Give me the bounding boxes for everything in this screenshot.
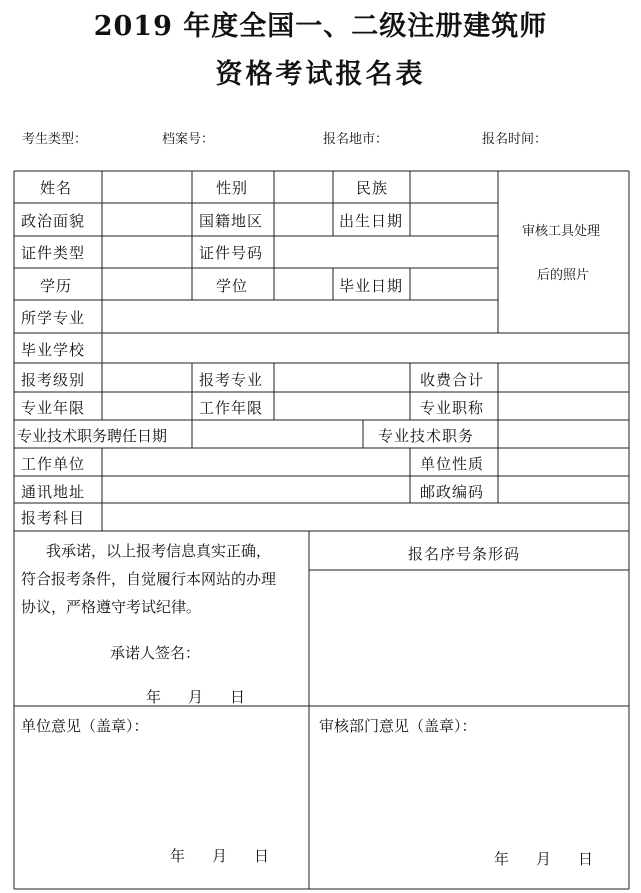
pledge-month-label: 月: [188, 688, 204, 706]
exam-subjects-label: 报考科目: [21, 509, 86, 527]
photo-note-line1: 审核工具处理: [522, 224, 601, 239]
registration-time-label: 报名时间：: [482, 132, 548, 147]
pledge-signature-label: 承诺人签名：: [110, 644, 201, 662]
pledge-line-3: 协议，严格遵守考试纪律。: [21, 598, 202, 616]
graduation-date-label: 毕业日期: [339, 277, 404, 295]
registration-city-label: 报名地市：: [323, 132, 389, 147]
review-opinion-month: 月: [536, 850, 552, 868]
employer-type-label: 单位性质: [420, 455, 485, 473]
employer-label: 工作单位: [21, 455, 86, 473]
id-number-label: 证件号码: [199, 244, 264, 262]
major-label: 所学专业: [21, 309, 86, 327]
pledge-line-2: 符合报考条件，自觉履行本网站的办理: [21, 570, 277, 588]
appointment-date-label: 专业技术职务聘任日期: [17, 427, 168, 445]
degree-label: 学位: [216, 277, 249, 295]
postal-code-label: 邮政编码: [420, 483, 485, 501]
technical-position-label: 专业技术职务: [378, 427, 475, 445]
photo-note-line2: 后的照片: [537, 268, 590, 283]
id-type-label: 证件类型: [21, 244, 86, 262]
school-label: 毕业学校: [21, 341, 86, 359]
pledge-day-label: 日: [230, 688, 246, 706]
unit-opinion-month: 月: [212, 847, 228, 865]
professional-title-label: 专业职称: [420, 399, 485, 417]
unit-opinion-day: 日: [254, 847, 270, 865]
review-opinion-year: 年: [494, 850, 510, 868]
file-number-label: 档案号：: [162, 132, 215, 147]
professional-years-label: 专业年限: [21, 399, 86, 417]
address-label: 通讯地址: [21, 483, 86, 501]
exam-level-label: 报考级别: [21, 371, 86, 389]
review-opinion-label: 审核部门意见（盖章）：: [319, 717, 477, 735]
unit-opinion-label: 单位意见（盖章）：: [21, 717, 149, 735]
name-label: 姓名: [40, 179, 73, 197]
barcode-label: 报名序号条形码: [408, 545, 521, 563]
work-years-label: 工作年限: [199, 399, 264, 417]
unit-opinion-year: 年: [170, 847, 186, 865]
page-subtitle: 资格考试报名表: [215, 59, 426, 90]
political-status-label: 政治面貌: [21, 212, 86, 230]
education-label: 学历: [40, 277, 73, 295]
exam-major-label: 报考专业: [199, 371, 264, 389]
nationality-label: 国籍地区: [199, 212, 264, 230]
ethnicity-label: 民族: [356, 179, 389, 197]
candidate-type-label: 考生类型：: [22, 132, 88, 147]
page-title: 2019 年度全国一、二级注册建筑师: [93, 11, 548, 42]
birth-date-label: 出生日期: [339, 212, 404, 230]
fee-total-label: 收费合计: [420, 371, 485, 389]
gender-label: 性别: [216, 179, 249, 197]
pledge-year-label: 年: [146, 688, 162, 706]
review-opinion-day: 日: [578, 850, 594, 868]
pledge-line-1: 我承诺，以上报考信息真实正确，: [46, 542, 272, 560]
